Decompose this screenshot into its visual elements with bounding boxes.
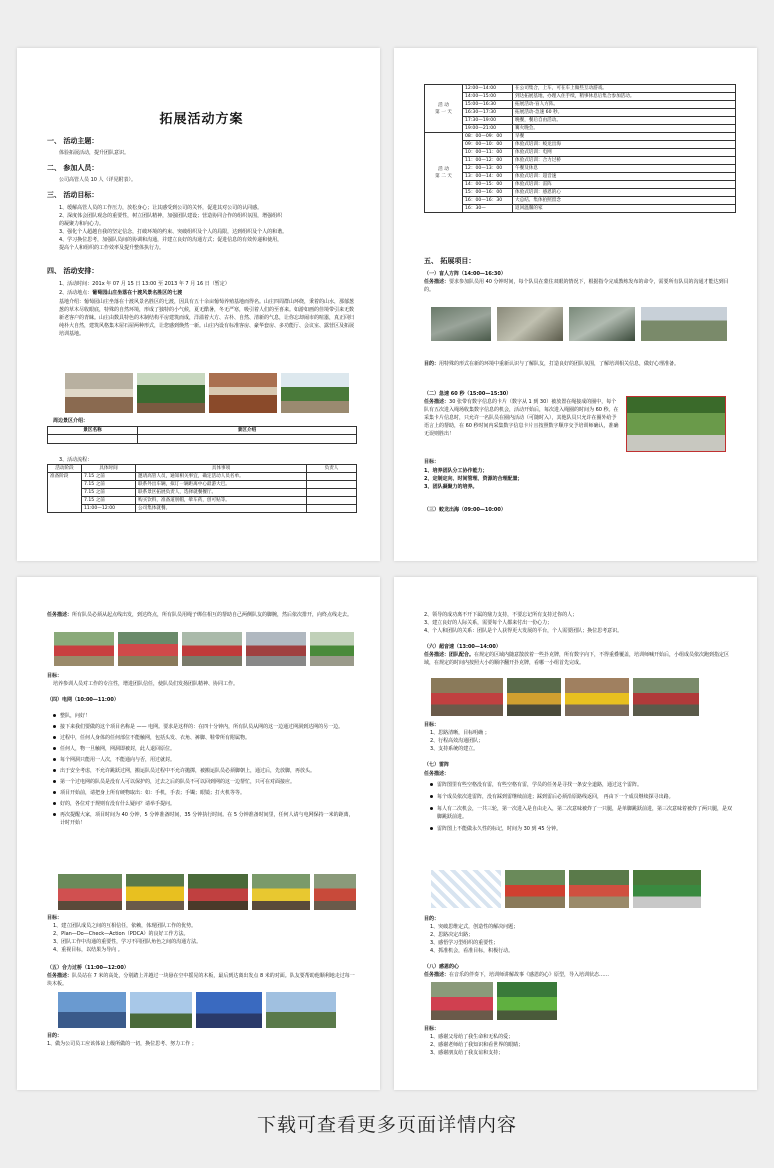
bullet-icon [53,725,56,728]
dining-photo [208,372,278,414]
blind-square-photo [430,306,492,342]
schedule-item: 体验式培训：超音速 [513,173,736,181]
task-label: 任务描述： [47,612,73,618]
blind-square-photo [640,306,728,342]
bullet-icon [430,795,433,798]
minefield-grid-photo [430,869,502,909]
table-row [425,189,736,197]
section-heading-schedule: 四、 活动安排： [47,267,99,275]
schedule-item: 大总结、集体拍照留念 [513,197,736,205]
goal-line: 3、感悟学习型组织的重要性； [430,940,499,946]
rule-item [53,778,356,786]
scenic-col-intro: 景区介绍 [138,427,357,435]
project-3-goal-label: 目标： [47,673,63,679]
electric-net-photo [57,873,123,911]
schedule-item: 早餐 [513,133,736,141]
project-5-task [47,972,356,988]
schedule-item: 体验式培训：蛟龙出海 [513,141,736,149]
schedule-time: 19:00—21:00 [463,125,513,133]
schedule-time: 09：00—10：00 [463,141,513,149]
task-text: 所有队员必须从起点线出发，到达终点，所有队员用绳子绑住相互的帮助自己两侧队友的脚腕，然后依次排开，向终点线走去。 [72,612,353,618]
goal-line: 3、团队工作中沟通的重要性，学习不同团队角色之间的沟通方法。 [53,939,202,945]
table-row [48,505,357,513]
bullet-icon [53,813,56,816]
activity-place [59,289,182,297]
table-row [425,149,736,157]
goal-line: 2、行程高效沟通团队； [430,738,484,744]
schedule-item: 体验式培训：雷阵 [513,181,736,189]
flow-time: 7.15 之前 [82,473,136,481]
goal-line: 4、重视目标，以结果为导向 。 [53,947,123,953]
bullet-icon [53,714,56,717]
project-6-goal-label: 目标： [424,722,440,728]
rule-text: 每个网洞只能用一人次，不能通向与否，用过就封。 [60,757,176,763]
table-row [425,117,736,125]
project-6-title: （六）超音速（13:00—14:00） [424,644,501,650]
goal-line: 3、感谢朋友给了我友谊和支持； [430,1050,504,1056]
schedule-item: 体验式培训：合力过桥 [513,157,736,165]
schedule-time: 13：00—14：00 [463,173,513,181]
bridge-photo [195,991,263,1029]
rule-item [53,712,356,720]
section-heading-projects: 五、 拓展项目： [424,257,476,265]
activity-time: 1、活动时间：201x 年 07 月 15 日 13:00 至 2013 年 7 月 16 日（暂定） [59,281,230,287]
goal-line: 1、突破思维定式，创造性的解决问题； [430,924,519,930]
table-row [425,173,736,181]
flow-table [47,464,357,513]
task-text: 在规定的区域内随意散放着一些扑克牌，所有数字向下，不得重叠覆盖，培训师喊开始后，小组成员依次跑到指定区域，在规定的时间内按照大小的顺序翻开扑克牌，看哪一小组首先完成。 [424,652,730,666]
gratitude-photo [496,981,558,1021]
rule-text: 好的，各位对于规则有没有什么疑问？请举手提问。 [60,801,176,807]
flow-item: 公司集体就餐。 [136,505,307,513]
rule-text: 接下来我们要做的这个项目名称是 —— 电网。要求是这样的：在四十分钟内，所有队员从网的这一边通过网洞到达网的另一边。 [60,724,344,730]
rule-item [53,723,356,731]
bridge-photo [129,991,193,1029]
rule-text: 雷阵图上不能做永久性的标记，时间为 30 到 45 分钟。 [437,826,562,832]
schedule-item: 体验式培训：电网 [513,149,736,157]
bullet-icon [430,807,433,810]
flow-header: 具体事项 [136,465,307,473]
goal-line: 提高个人和组织的工作效率及提升整体执行力。 [59,245,165,251]
minefield-photo [632,869,702,909]
rule-text: 出于安全考虑，不允许跳跃过网，搬运队员过程中不允许抛掷，被搬运队员必须脚朝上，通过后，先放脚，再放头。 [60,768,316,774]
bridge-photo [265,991,337,1029]
bullet-icon [53,780,56,783]
goal-line: 2、感谢老师给了我知识和看世界的眼睛； [430,1042,524,1048]
schedule-item: 拓展活动-盲人方阵。 [513,101,736,109]
bullet-icon [53,736,56,739]
schedule-time: 14：00—15：00 [463,181,513,189]
project-2-goal-label: 目标： [424,459,440,465]
bullet-icon [53,769,56,772]
bullet-icon [53,791,56,794]
resort-photo [280,372,350,414]
project-8-title: （八）感恩的心 [424,964,460,970]
participants-text: 公司高管人员 10 人（详见附表）。 [59,177,137,183]
activity-place-label: 2、活动地点： [59,290,93,296]
flow-stage: 准备阶段 [48,473,82,513]
project-3-task [47,611,356,627]
minefield-photo [568,869,630,909]
project-7-title: （七）雷阵 [424,762,450,768]
table-row [425,125,736,133]
goal-line: 的凝聚力和向心力。 [59,221,105,227]
rule-item [430,805,733,821]
schedule-time: 08：00—09：00 [463,133,513,141]
project-8-task [424,971,609,979]
table-row [425,93,736,101]
schedule-time: 16：00—16：30 [463,197,513,205]
table-row [425,141,736,149]
document-page-3 [17,577,380,1090]
rule-item [53,811,356,827]
goal-line: 3、建立良好的人际关系，需要每个人都来付出一份心力； [424,620,553,626]
dragon-photo [181,631,243,667]
table-row [48,497,357,505]
project-3-title: （三）蛟龙出海（09:00—10:00） [424,507,506,513]
task-label: 任务描述： [424,399,450,405]
table-row [425,181,736,189]
table-row [48,481,357,489]
table-row [425,101,736,109]
schedule-item: 在公司集合，上车，可在车上做些互动游戏。 [513,85,736,93]
goal-line: 1、建立团队成员之间的互相信任，依赖，体现团队工作的优势。 [53,923,197,929]
project-5-goal: 1、做为公司员工应该体谅上级所做的一切，换位思考、努力工作 ； [47,1041,197,1047]
electric-net-photo [251,873,311,911]
schedule-time: 15：00—16：00 [463,189,513,197]
goal-text: 用特殊的形式在新的环境中重新认识与了解队友，打造良好的团队氛围，了解培训相关信息，做好心理准备。 [439,361,680,367]
schedule-time: 16：30— [463,205,513,213]
task-label: 任务描述： [424,279,450,285]
schedule-item: 体验式培训：感恩的心 [513,189,736,197]
goal-line: 1、缓解高管人员的工作压力，放松身心；让其感受到公司的关怀，促进其对公司的认同感。 [59,205,263,211]
table-row [425,205,736,213]
schedule-time: 12：00—13：00 [463,165,513,173]
rule-text: 每个成员依次进雷阵，没有踩到雷继续前进；踩到雷后必须沿原路线返回， 再由下一个成员继续探寻出路。 [437,794,674,800]
rule-item [53,767,356,775]
rule-item [53,756,356,764]
schedule-item: 篝火晚会。 [513,125,736,133]
schedule-time: 17:30—19:00 [463,117,513,125]
flow-header: 具体时间 [82,465,136,473]
task-text: 30 张带有数字信息的卡片（数字从 1 到 30）被放置在绳接成的圈中，每个队有五次进入绳场收集数字信息的机会，活动开始后，每次进入绳圈的时间为 60 秒。在采集卡片信息时，只允许一名队员在圈内活动（可随时入），其他队员只允许在圈外给予语言上的帮助，在 60 秒时间内采集数字信息卡片且按照数字顺序交予培训师确认，准确无误则胜出！ [424,399,619,437]
goal-line: 1、培养团队分工协作能力； [424,468,488,474]
goal-line: 2、Plan—Do—Check—Action（PDCA）的良好工作方法。 [53,931,189,937]
table-row [425,197,736,205]
day2-label: 活 动 第 二 天 [425,133,463,213]
project-7-task-label: 任务描述： [424,771,450,777]
project-4-title: （四）电网（10:00—11:00） [47,697,119,703]
rule-item [430,781,733,789]
schedule-item: 拓展活动-急速 60 秒。 [513,109,736,117]
document-page-4 [394,577,757,1090]
electric-net-photo [187,873,249,911]
supersonic-photo [632,677,700,717]
dragon-photo [245,631,307,667]
bullet-icon [53,802,56,805]
speed-60-photo [626,396,726,452]
goal-line: 2、定制定向、时间管理、资源的合理配置； [424,476,523,482]
bullet-icon [430,827,433,830]
rule-item [430,825,733,833]
theme-text: 体验拓展活动，提升团队意识。 [59,150,130,156]
dragon-photo [53,631,115,667]
table-row [425,85,736,93]
schedule-table [424,84,736,213]
flow-time: 7.15 之前 [82,481,136,489]
project-6-task [424,651,733,675]
download-more-caption: 下载可查看更多页面详情内容 [256,1114,517,1136]
project-1-goal [424,360,733,376]
table-row [425,165,736,173]
document-page-2 [394,48,757,561]
task-label: 任务描述： [424,972,450,978]
goal-line: 3、支持系统的建立。 [430,746,479,752]
task-text: 在音乐的伴奏下，培训师讲解故事《感恩的心》原型，导入培训状态…… [449,972,610,978]
dragon-photo [117,631,179,667]
rule-text: 整队，问好！ [60,713,91,719]
dragon-photo [309,631,355,667]
gratitude-photo [430,981,494,1021]
rule-text: 项目开始前，请把身上所有硬物取出：如：手机，手表；手镯；眼镜；打火机等等。 [60,790,246,796]
schedule-time: 15:00—16:30 [463,101,513,109]
table-row [48,489,357,497]
project-1-title: （一）盲人方阵（14:00—16:30） [424,271,506,277]
supersonic-photo [430,677,504,717]
project-3-goal: 培养参训人员对工作的专注性，增进团队信任，使队员们发扬团队精神、协同工作。 [53,681,239,687]
schedule-time: 12:00—14:00 [463,85,513,93]
project-8-goal-label: 目标： [424,1026,440,1032]
flow-item: 购买饮料，准备道别帽，晕车药，创可贴等。 [136,497,307,505]
minefield-photo [504,869,566,909]
project-5-title: （五）合力过桥（11:00—12:00） [47,965,129,971]
flow-time: 7.15 之前 [82,497,136,505]
schedule-time: 16:30—17:30 [463,109,513,117]
table-row [48,473,357,481]
section-heading-participants: 二、 参加人员： [47,164,99,172]
schedule-time: 10：00—11：00 [463,149,513,157]
schedule-time: 14:00—15:00 [463,93,513,101]
project-2-title: （二）急速 60 秒（15:00—15:30） [424,391,512,397]
flow-item: 联系景区拓展负责人，选择就餐餐厅。 [136,489,307,497]
goal-line: 2、领导的成功离不开下属的鼎力支持，不要忘记所有支持过你的人； [424,612,578,618]
page-title: 拓展活动方案 [159,112,244,127]
table-row [425,157,736,165]
task-text: 要求参加队员用 40 分钟时间，每个队员在蒙住双眼的情况下，根据指令完成教练发布的命令，需要所有队员的沟通才能达到目的。 [424,279,729,293]
rule-text: 第一个过电网的队员是没有人可以保护的，过去之后的队员不可以回到网的这一边帮忙，只可在对面接应。 [60,779,296,785]
blind-square-photo [496,306,564,342]
goal-line: 1、感谢父母给了我生命和无私的爱； [430,1034,514,1040]
rule-text: 雷阵图里有些空格没有雷，有些空格有雷，学员的任务是寻找一条安全道路，通过这个雷阵。 [437,782,643,788]
goal-line: 3、强化个人超越自我的坚定信念，打破环境的约束、突破组织及个人的局限，达到组织及个人的和谐。 [59,229,288,235]
project-5-goal-label: 目的： [47,1033,63,1039]
flow-item: 邀请高管人员，通知相关事宜，确定活动人员名单。 [136,473,307,481]
flow-label: 3、活动流程： [59,457,93,463]
goal-line: 3、团队凝聚力的培养。 [424,484,478,490]
activity-place-value: 葡萄园山庄坐落在十渡风景名胜区的七渡 [92,290,183,296]
schedule-time: 11：00—12：00 [463,157,513,165]
project-2-task [424,398,620,454]
base-intro: 基地介绍：葡萄园山庄坐落在十渡风景名胜区的七渡，因具有五十余亩葡萄养殖基地而得名。山庄四周群山环绕，秉着的山水，那郁葱葱的草木尽收眼底，特殊的自然环境，形成了独特的小气候，夏无酷暑，冬无严寒，吸引着人们的至喜来。如游如画的佳境带引来无数新老客户的青睐。山庄由数具特色的木制结构平房建筑而成，洋溢着大方、古朴、自然、清新的气息，让你忘却闹市的喧嚣，真正回归纯朴大自然，建筑风格集木屋石屋两种形式，让您感到焕然一新。山庄内设有标准客房、豪华套房、多功能厅、会议室、露营区及拓展培训基地。 [59,299,355,337]
task-label: 任务描述： [47,973,73,979]
rule-item [53,745,356,753]
task-highlight: 团队配合。 [449,652,475,658]
flow-time: 11:00—12:00 [82,505,136,513]
bridge-photo [57,991,127,1029]
table-row [425,109,736,117]
table-row [425,133,736,141]
rule-text: 任何人，物一旦触网，网洞即被封，此人退回原位。 [60,746,176,752]
goal-line: 4、个人和团队的关系：团队是个人获得更大发展的平台，个人需要团队；换位思考意识。 [424,628,623,634]
rule-text: 再次提醒大家，项目时间为 40 分钟，5 分钟准备时间，35 分钟执行时间。在 5 分钟准备时间里，任何人请与电网保持一米的距离，计时开始！ [60,812,354,826]
bullet-icon [430,783,433,786]
rule-text: 过程中，任何人身体的任何部位不能触网，包括头发、衣角、裤脚、鞋带所有附属物。 [60,735,251,741]
rule-text: 每人有二次机会，一共三轮，第一次进入是自由走入，第二次意味被炸了一只腿，是单脚跳跃前进，第三次意味着被炸了两只腿，是双脚跳跃前进。 [437,806,733,820]
project-1-task [424,278,733,294]
electric-net-photo [125,873,185,911]
blind-square-photo [568,306,636,342]
supersonic-photo [506,677,562,717]
rule-item [53,800,356,808]
schedule-item: 午餐及休息 [513,165,736,173]
day1-label: 活 动 第 一 天 [425,85,463,133]
electric-net-photo [313,873,357,911]
flow-header: 活动阶段 [48,465,82,473]
goal-line: 1、思路清晰，目标明确 ； [430,730,490,736]
rule-item [53,789,356,797]
goal-line: 4、抓准机会，看准目标，积极行动。 [430,948,514,954]
schedule-item: 晚餐，餐后自由活动。 [513,117,736,125]
task-label: 任务描述： [424,652,450,658]
rule-item [430,793,733,801]
task-text: 队员站在 7 米的高处，分别踏上并越过一块悬在空中摇晃的木板，最后到达离出发点 8 米的对面。队友要帮助他顺利地走过每一块木板。 [47,973,355,987]
flow-header: 负责人 [307,465,357,473]
scenic-title: 周边景区介绍： [53,418,89,424]
bullet-icon [53,747,56,750]
goal-line: 4、学习换位思考，加强队员间的协调和沟通，并建立良好的沟通方式；促进信息的有效传递和使用， [59,237,283,243]
goal-line: 2、思路决定出路； [430,932,474,938]
section-heading-goals: 三、 活动目标： [47,191,99,199]
flow-time: 7.15 之前 [82,489,136,497]
goal-label: 目的： [424,361,440,367]
section-heading-theme: 一、 活动主题： [47,137,99,145]
project-7-goal-label: 目的： [424,916,440,922]
scenic-col-name: 景区名称 [48,427,138,435]
flow-item: 联系外出车辆，拟订一辆距离中心最游大巴。 [136,481,307,489]
supersonic-photo [564,677,630,717]
scenic-table [47,426,357,444]
schedule-item: 返回温馨的家 [513,205,736,213]
bullet-icon [53,758,56,761]
goal-line: 2、深度体会团队观念的重要性，树立团队精神，加强团队建设；营造协同合作的组织氛围，增强组织 [59,213,283,219]
rule-item [53,734,356,742]
garden-photo [136,372,206,414]
project-4-goal-label: 目标： [47,915,63,921]
schedule-item: 到达拓展基地，办理入住手续，稍事休息后集合参加活动。 [513,93,736,101]
document-page-1 [17,48,380,561]
room-photo [64,372,134,414]
